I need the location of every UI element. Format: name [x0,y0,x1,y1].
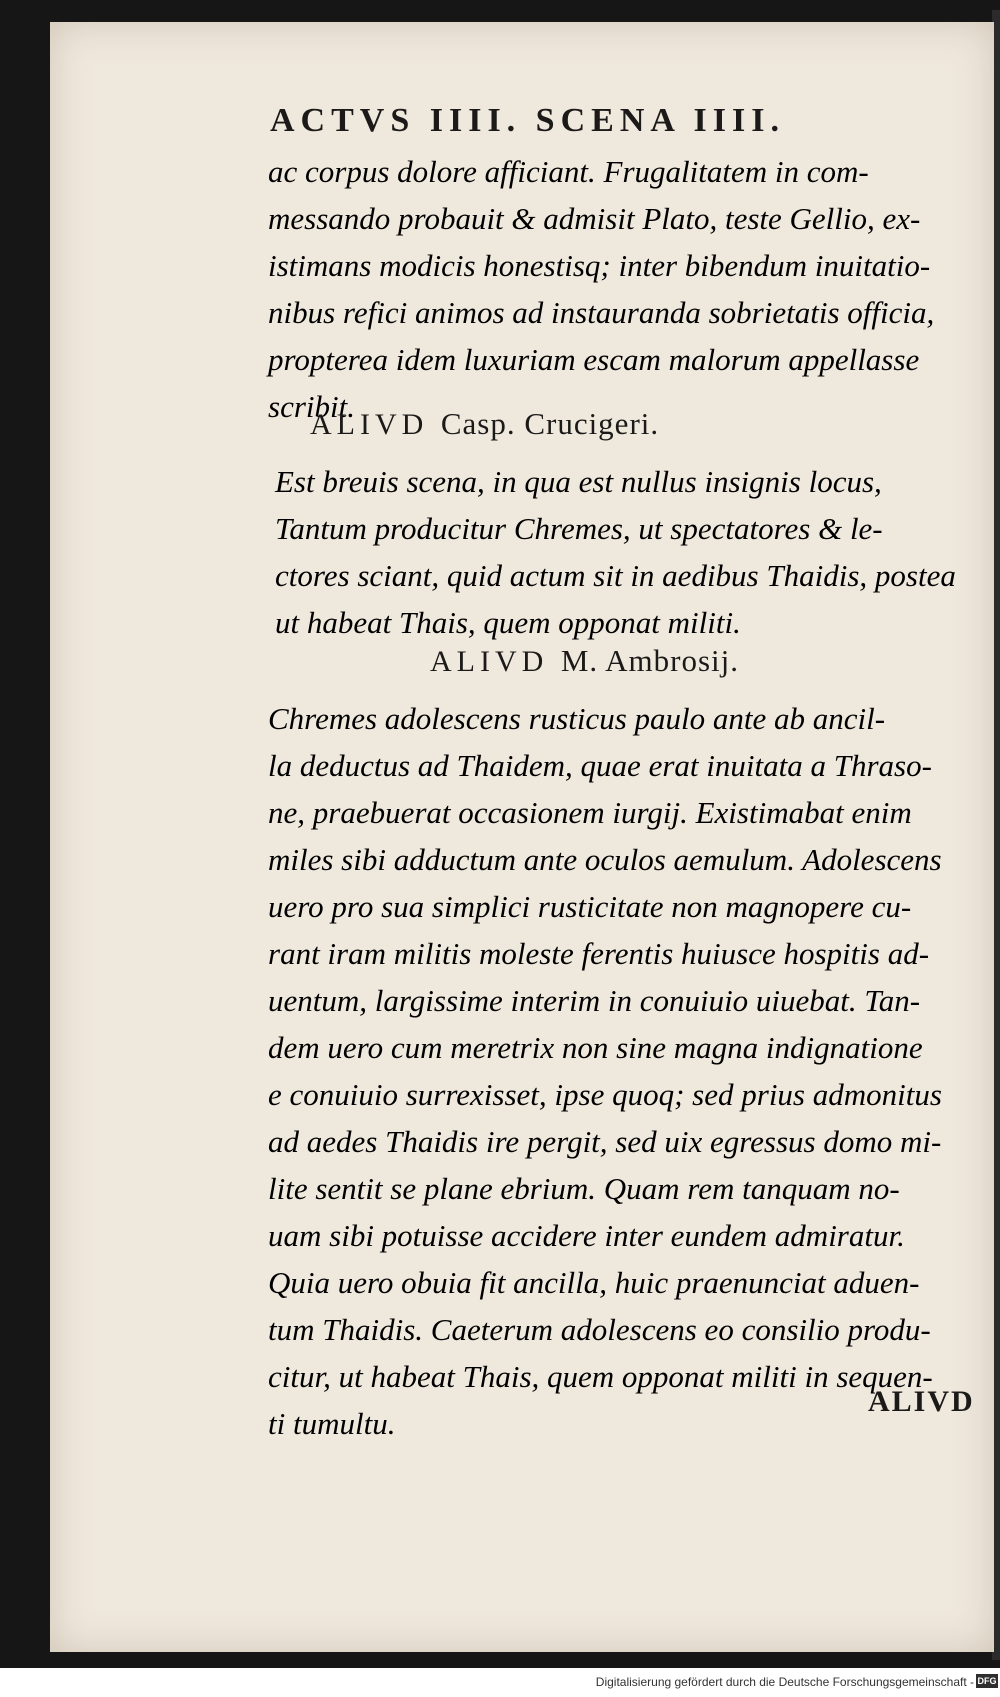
text-line: uentum, largissime interim in conuiuio uiuebat. Tan- [268,983,921,1018]
text-line: messando probauit & admisit Plato, teste Gellio, ex- [268,201,921,236]
text-line: scribit. [268,389,355,424]
paragraph-3 [268,695,993,1447]
text-line: lite sentit se plane ebrium. Quam rem tanquam no- [268,1171,900,1206]
text-line: Chremes adolescens rusticus paulo ante ab ancil- [268,701,886,736]
text-line: ne, praebuerat occasionem iurgij. Existimabat enim [268,795,912,830]
text-line: nibus refici animos ad instauranda sobrietatis officia, [268,295,935,330]
text-line: ctores sciant, quid actum sit in aedibus Thaidis, postea [275,558,956,593]
text-line: propterea idem luxuriam escam malorum appellasse [268,342,920,377]
heading-label: ALIVD [430,645,549,678]
text-line: citur, ut habeat Thais, quem opponat militi in sequen- [268,1359,933,1394]
text-line: ac corpus dolore afficiant. Frugalitatem in com- [268,154,869,189]
text-line: la deductus ad Thaidem, quae erat inuitata a Thraso- [268,748,932,783]
heading-author: M. Ambrosij. [560,643,740,678]
dfg-logo-icon: DFG [977,1676,997,1686]
paragraph-2 [275,458,995,646]
text-line: ad aedes Thaidis ire pergit, sed uix egressus domo mi- [268,1124,942,1159]
text-line: ti tumultu. [268,1406,396,1441]
catchword: ALIVD [868,1385,975,1418]
text-line: Tantum producitur Chremes, ut spectatores & le- [275,511,883,546]
text-line: uero pro sua simplici rusticitate non magnopere cu- [268,889,912,924]
text-line: rant iram militis moleste ferentis huiusce hospitis ad- [268,936,930,971]
section-heading-crucigeri [310,406,659,442]
funding-notice: Digitalisierung gefördert durch die Deutsche Forschungsgemeinschaft - [595,1675,974,1689]
text-line: uam sibi potuisse accidere inter eundem admiratur. [268,1218,905,1253]
text-line: dem uero cum meretrix non sine magna indignatione [268,1030,923,1065]
text-line: tum Thaidis. Caeterum adolescens eo consilio produ- [268,1312,931,1347]
text-line: e conuiuio surrexisset, ipse quoq; sed prius admonitus [268,1077,942,1112]
text-line: Est breuis scena, in qua est nullus insignis locus, [275,464,882,499]
heading-label: ALIVD [310,408,429,441]
running-head: ACTVS IIII. SCENA IIII. [270,102,785,139]
text-line: Quia uero obuia fit ancilla, huic praenunciat aduen- [268,1265,920,1300]
text-line: istimans modicis honestisq; inter bibendum inuitatio- [268,248,931,283]
paragraph-1 [268,148,988,430]
heading-author: Casp. Crucigeri. [440,406,660,441]
text-line: miles sibi adductum ante oculos aemulum. Adolescens [268,842,942,877]
section-heading-ambrosij [430,643,739,679]
text-line: ut habeat Thais, quem opponat militi. [275,605,741,640]
